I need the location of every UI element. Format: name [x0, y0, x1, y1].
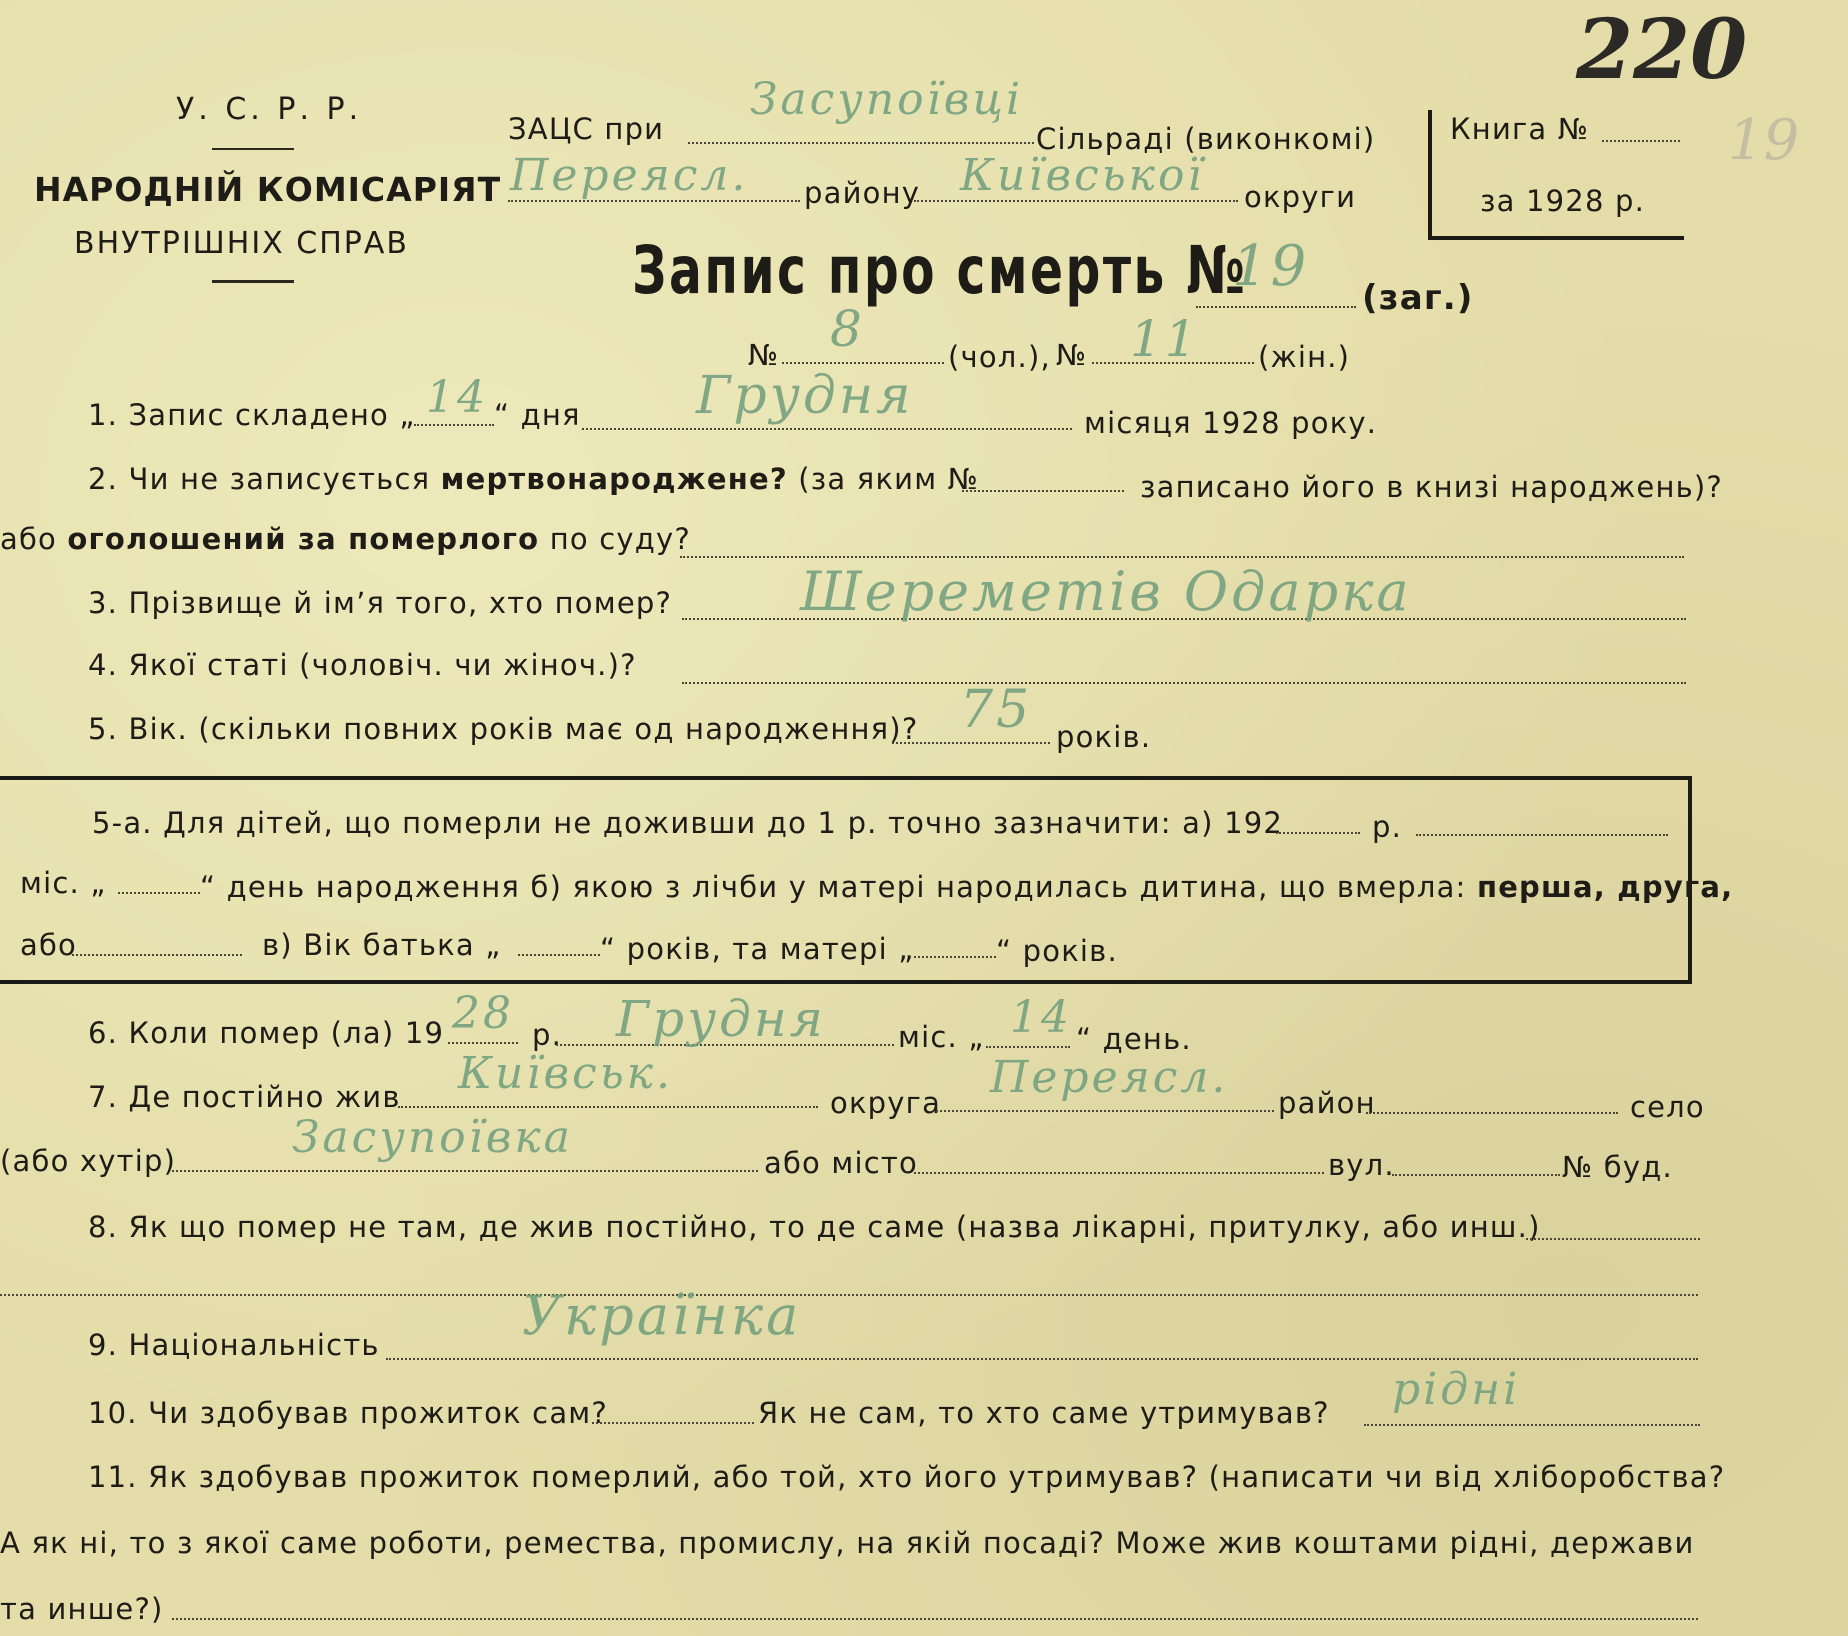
q7-vul: вул.: [1328, 1148, 1395, 1182]
q6-mis: міс. „: [898, 1020, 985, 1054]
header-divider: [212, 148, 294, 150]
q7-village-value: Засупоївка: [292, 1112, 573, 1163]
q7-street-field: [1392, 1174, 1560, 1176]
q7-prefix: 7. Де постійно жив: [88, 1080, 401, 1114]
q8-text: 8. Як що помер не там, де жив постійно, то де саме (назва лікарні, притулку, або инш.): [88, 1210, 1541, 1244]
q2-end: записано його в книзі народжень)?: [1140, 470, 1724, 504]
q3-name-value: Шереметів Одарка: [800, 560, 1412, 623]
q6-month-value: Грудня: [616, 990, 826, 1048]
q1-day-field: [414, 424, 494, 426]
q5a-line3-mid: в) Вік батька „: [262, 928, 502, 962]
q7-selo-field: [1366, 1112, 1618, 1114]
female-number-value: 11: [1130, 310, 1200, 368]
q1-prefix: 1. Запис складено „: [88, 398, 416, 432]
q1-month-value: Грудня: [696, 366, 914, 426]
q7-raion: район: [1278, 1086, 1376, 1120]
title-number-value: 19: [1232, 234, 1310, 299]
q9-nationality-value: Українка: [522, 1284, 802, 1347]
book-number-pencil: 19: [1728, 108, 1800, 173]
q2-line2-prefix: або: [0, 522, 57, 556]
republic-heading: У. С. Р. Р.: [176, 92, 363, 127]
q2-bold: мертвонароджене?: [440, 462, 788, 496]
q6-prefix: 6. Коли помер (ла) 19: [88, 1016, 445, 1050]
q4-sex-field: [682, 682, 1686, 684]
commissariat-subtitle: ВНУТРІШНІХ СПРАВ: [74, 226, 409, 261]
q5a-line1-end: р.: [1372, 810, 1403, 844]
q11-line2: А як ні, то з якої саме роботи, ремества, промислу, на якій посаді? Може жив коштами рідні, держави: [0, 1526, 1695, 1560]
q2-line2-bold: оголошений за померлого: [67, 522, 540, 556]
q5a-year-field: [1276, 832, 1360, 834]
q5-text: 5. Вік. (скільки повних років має од народження)?: [88, 712, 919, 746]
q5a-month-field: [1416, 834, 1668, 836]
q7-okruga: округа: [830, 1086, 942, 1120]
village-council-field: [688, 142, 1034, 144]
q5a-line3-end: “ років.: [996, 934, 1118, 968]
male-number-value: 8: [830, 300, 865, 358]
q8-place-field-1: [1526, 1238, 1700, 1240]
q6-day-value: 14: [1010, 992, 1072, 1043]
female-suffix: (жін.): [1258, 340, 1351, 374]
q2-line2-end: по суду?: [549, 522, 691, 556]
village-value: Засупоївці: [750, 74, 1024, 125]
q3-text: 3. Прізвище й ім’я того, хто помер?: [88, 586, 673, 620]
q10-mid: Як не сам, то хто саме утримував?: [758, 1396, 1330, 1430]
q6-day-field: [986, 1046, 1070, 1048]
village-council-label: Сільраді (виконкомі): [1036, 122, 1376, 156]
q5-age-value: 75: [960, 680, 1033, 740]
q7-raion-value: Переясл.: [990, 1052, 1229, 1103]
q5-suffix: років.: [1056, 720, 1152, 754]
q5a-line2-start: міс. „: [20, 866, 107, 900]
q1-month-field: [582, 428, 1072, 430]
book-number-field: [1602, 140, 1680, 142]
male-number-label: №: [748, 338, 780, 372]
book-year-label: за 1928 р.: [1480, 184, 1646, 218]
q6-r: р.: [532, 1018, 563, 1052]
q11-line1: 11. Як здобував прожиток померлий, або той, хто його утримував? (написати чи від хліборобства?: [88, 1460, 1726, 1494]
q2-label: 2. Чи не записується: [88, 462, 431, 496]
q7-raion-field: [936, 1110, 1274, 1112]
q10-supporter-value: рідні: [1392, 1364, 1521, 1415]
q2-court-field: [680, 556, 1684, 558]
q10-text: 10. Чи здобував прожиток сам?: [88, 1396, 608, 1430]
q1-suffix: місяця 1928 року.: [1084, 406, 1378, 440]
q2-number-field: [962, 490, 1124, 492]
title-suffix: (заг.): [1362, 278, 1474, 318]
q2-text: [88, 462, 979, 496]
q1-mid: “ дня: [494, 398, 581, 432]
q5a-line2: [200, 870, 1733, 904]
q9-nationality-field: [386, 1358, 1698, 1360]
q5a-father-age-field: [518, 954, 600, 956]
q5a-line3-start: або: [20, 928, 77, 962]
q7-village-field: [172, 1170, 758, 1172]
q7-selo: село: [1630, 1090, 1705, 1124]
q7-okrug-value: Київськ.: [458, 1048, 673, 1099]
okrug-label: округи: [1244, 180, 1357, 214]
q5a-line2-bold: перша, друга,: [1476, 870, 1734, 904]
q5a-day-field: [118, 892, 200, 894]
q6-end: “ день.: [1076, 1022, 1192, 1056]
q10-supporter-field: [1364, 1424, 1700, 1426]
q2-line2: [0, 522, 691, 556]
male-suffix: (чол.),: [948, 340, 1051, 374]
q7-okrug-field: [398, 1106, 818, 1108]
archive-number: 220: [1576, 2, 1748, 98]
q2-mid: (за яким №: [798, 462, 980, 496]
okrug-value: Київської: [960, 150, 1205, 201]
district-value: Переясл.: [510, 150, 749, 201]
q5a-line1: 5-а. Для дітей, що померли не доживши до 1 р. точно зазначити: а) 192: [92, 806, 1284, 840]
title-number-field: [1196, 306, 1356, 308]
q1-day-value: 14: [426, 372, 488, 423]
commissariat-title: НАРОДНІЙ КОМІСАРІЯТ: [34, 170, 502, 209]
q5a-mother-age-field: [914, 956, 996, 958]
q4-text: 4. Якої статі (чоловіч. чи жіноч.)?: [88, 648, 637, 682]
q6-year-value: 28: [452, 988, 514, 1039]
district-label: району: [804, 176, 921, 210]
q8-place-field-2: [0, 1294, 1698, 1296]
header-divider-2: [212, 280, 294, 283]
q11-occupation-field: [172, 1618, 1698, 1620]
q5-age-field: [892, 742, 1050, 744]
male-number-field: [782, 362, 944, 364]
q7-line2-prefix: (або хутір): [0, 1144, 177, 1178]
q5a-order-field: [72, 954, 242, 956]
q5a-line3-mid2: “ років, та матері „: [600, 932, 915, 966]
q11-line3: та инше?): [0, 1592, 164, 1626]
form-title: Запис про смерть №: [632, 232, 1248, 309]
q10-self-field: [592, 1422, 754, 1424]
book-label: Книга №: [1450, 112, 1590, 146]
q7-city-field: [914, 1172, 1324, 1174]
q7-bud: № буд.: [1562, 1150, 1673, 1184]
q9-text: 9. Національність: [88, 1328, 380, 1362]
zags-label: ЗАЦС при: [508, 112, 665, 146]
q5a-line2-mid: “ день народження б) якою з лічби у матері народилась дитина, що вмерла:: [200, 870, 1467, 904]
q7-misto: або місто: [764, 1146, 918, 1180]
q6-year-field: [448, 1042, 518, 1044]
female-number-label: №: [1056, 338, 1088, 372]
